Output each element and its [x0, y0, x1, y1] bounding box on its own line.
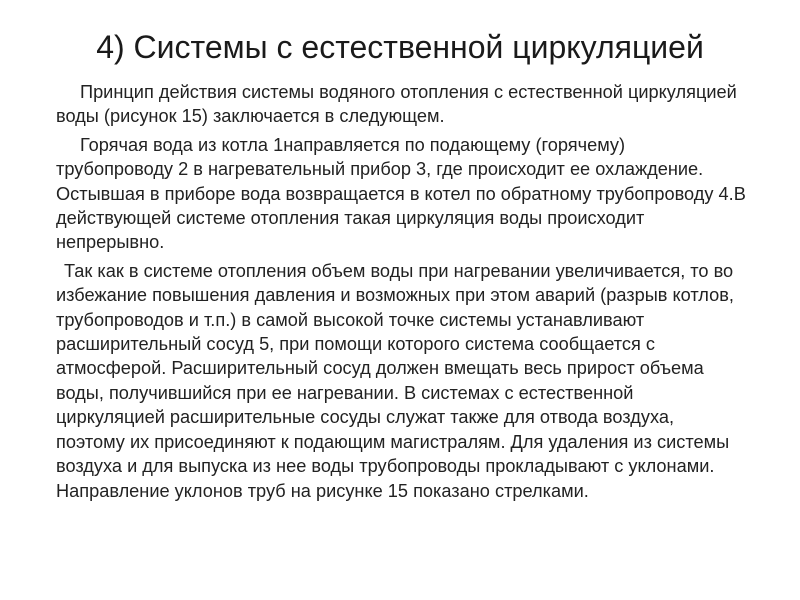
slide-title: 4) Системы с естественной циркуляцией: [96, 29, 704, 65]
paragraph-circulation: Горячая вода из котла 1направляется по подающему (горячему) трубопроводу 2 в нагревательный прибор 3, где происходит ее охлаждение. Остывшая в приборе вода возвращается в котел по обратному трубопроводу 4.В действующей системе отопления такая циркуляция воды происходит непрерывно.: [56, 134, 746, 253]
slide-body: [56, 80, 746, 507]
paragraph-principle: Принцип действия системы водяного отопления с естественной циркуляцией воды (рисунок 15) заключается в следующем.: [56, 82, 737, 127]
paragraph-expansion-vessel: Так как в системе отопления объем воды при нагревании увеличивается, то во избежание повышения давления и возможных при этом аварий (разрыв котлов, трубопроводов и т.п.) в самой высокой точке системы устанавливают расширительный сосуд 5, при помощи которого система сообщается с атмосферой. Расширительный сосуд должен вмещать весь прирост объема воды, получившийся при ее нагревании. В системах с естественной циркуляцией расширительные сосуды служат также для отвода воздуха, поэтому их присоединяют к подающим магистралям. Для удаления из системы воздуха и для выпуска из нее воды трубопроводы прокладывают с уклонами. Направление уклонов труб на рисунке 15 показано стрелками.: [56, 260, 734, 501]
